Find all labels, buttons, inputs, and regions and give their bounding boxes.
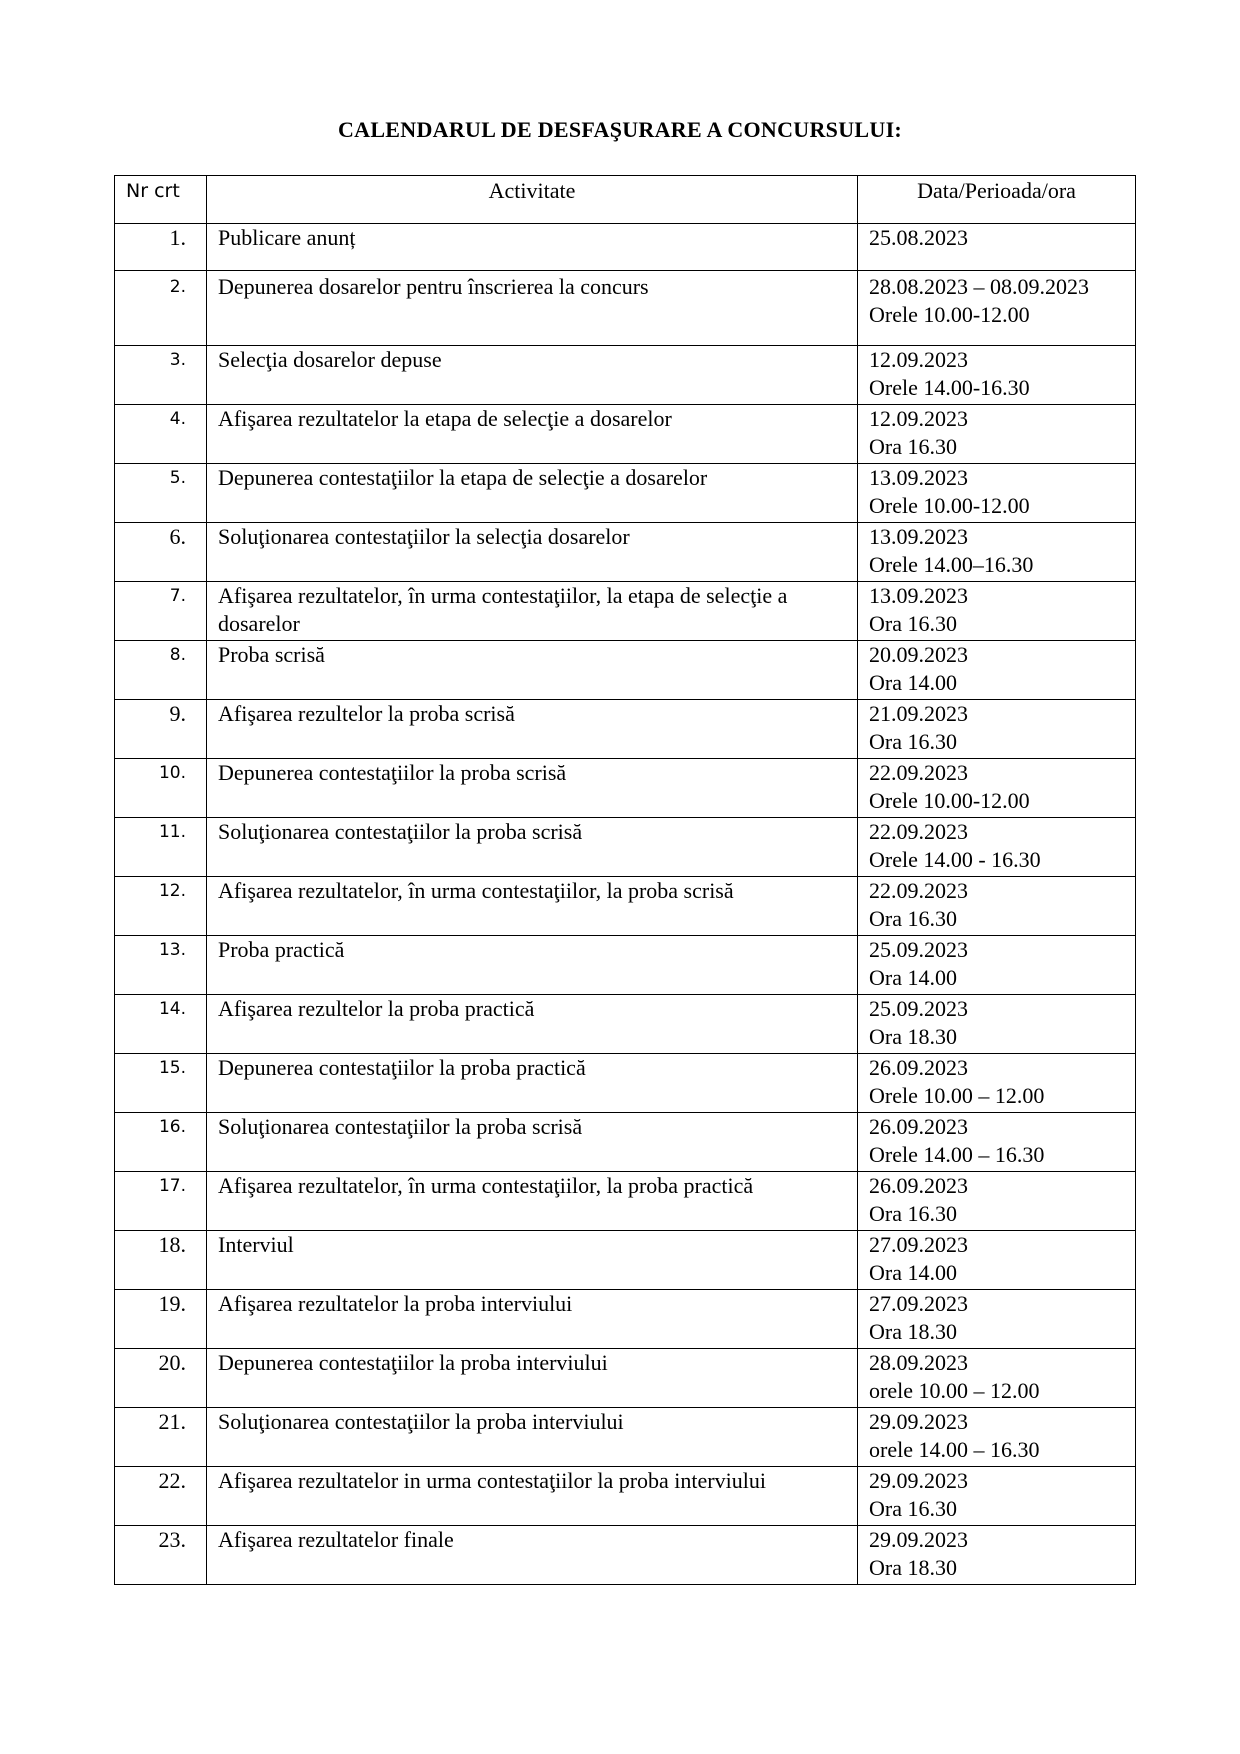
row-date-time: Orele 10.00-12.00 — [869, 788, 1030, 813]
table-row — [115, 1408, 1136, 1467]
row-activity: Interviul — [207, 1231, 858, 1290]
table-row — [115, 1349, 1136, 1408]
row-number: 15. — [115, 1054, 207, 1113]
row-date — [858, 818, 1136, 877]
row-date-day: 25.08.2023 — [869, 225, 968, 250]
table-row — [115, 1231, 1136, 1290]
row-date-time: Ora 18.30 — [869, 1024, 957, 1049]
row-number: 22. — [115, 1467, 207, 1526]
row-activity: Afişarea rezultelor la proba scrisă — [207, 700, 858, 759]
table-row — [115, 1172, 1136, 1231]
row-date-day: 20.09.2023 — [869, 642, 968, 667]
row-activity: Publicare anunț — [207, 224, 858, 271]
row-date-day: 29.09.2023 — [869, 1527, 968, 1552]
row-number: 18. — [115, 1231, 207, 1290]
schedule-table — [114, 175, 1136, 1585]
row-number: 13. — [115, 936, 207, 995]
row-date-day: 13.09.2023 — [869, 583, 968, 608]
row-date-time: Ora 18.30 — [869, 1555, 957, 1580]
row-date — [858, 1231, 1136, 1290]
row-date — [858, 936, 1136, 995]
row-activity: Proba scrisă — [207, 641, 858, 700]
row-date-day: 28.09.2023 — [869, 1350, 968, 1375]
row-number: 19. — [115, 1290, 207, 1349]
row-number: 6. — [115, 523, 207, 582]
row-number: 14. — [115, 995, 207, 1054]
row-date — [858, 641, 1136, 700]
row-date-day: 22.09.2023 — [869, 878, 968, 903]
row-date — [858, 582, 1136, 641]
row-date-time: Ora 16.30 — [869, 1201, 957, 1226]
row-activity: Soluţionarea contestaţiilor la proba scrisă — [207, 818, 858, 877]
row-date-time: Ora 16.30 — [869, 906, 957, 931]
table-row — [115, 700, 1136, 759]
table-row — [115, 1526, 1136, 1585]
row-date — [858, 877, 1136, 936]
table-row — [115, 1113, 1136, 1172]
row-date — [858, 1408, 1136, 1467]
table-row — [115, 224, 1136, 271]
header-activity: Activitate — [207, 176, 858, 224]
row-date-day: 29.09.2023 — [869, 1468, 968, 1493]
row-date-time: Orele 14.00-16.30 — [869, 375, 1030, 400]
row-activity: Afişarea rezultatelor la proba interviului — [207, 1290, 858, 1349]
row-date-day: 25.09.2023 — [869, 937, 968, 962]
row-date-time: orele 14.00 – 16.30 — [869, 1437, 1040, 1462]
table-row — [115, 1467, 1136, 1526]
row-date — [858, 1290, 1136, 1349]
row-date-day: 28.08.2023 – 08.09.2023 — [869, 274, 1089, 299]
row-date — [858, 759, 1136, 818]
row-date-time: Ora 16.30 — [869, 611, 957, 636]
row-date — [858, 1054, 1136, 1113]
table-row — [115, 995, 1136, 1054]
row-date-day: 12.09.2023 — [869, 406, 968, 431]
row-date-day: 26.09.2023 — [869, 1055, 968, 1080]
row-activity: Soluţionarea contestaţiilor la selecţia dosarelor — [207, 523, 858, 582]
row-date — [858, 1172, 1136, 1231]
row-date-day: 13.09.2023 — [869, 465, 968, 490]
row-date — [858, 1349, 1136, 1408]
row-date-time: Ora 16.30 — [869, 729, 957, 754]
row-number: 16. — [115, 1113, 207, 1172]
table-row — [115, 582, 1136, 641]
header-date: Data/Perioada/ora — [858, 176, 1136, 224]
table-header-row — [115, 176, 1136, 224]
row-activity: Depunerea contestaţiilor la proba practică — [207, 1054, 858, 1113]
row-activity: Selecţia dosarelor depuse — [207, 346, 858, 405]
row-number: 10. — [115, 759, 207, 818]
row-activity: Afişarea rezultatelor finale — [207, 1526, 858, 1585]
row-date — [858, 224, 1136, 271]
table-row — [115, 877, 1136, 936]
row-activity: Depunerea contestaţiilor la proba scrisă — [207, 759, 858, 818]
row-number: 17. — [115, 1172, 207, 1231]
table-row — [115, 464, 1136, 523]
row-date — [858, 1526, 1136, 1585]
row-activity: Proba practică — [207, 936, 858, 995]
row-number: 1. — [115, 224, 207, 271]
row-date — [858, 700, 1136, 759]
row-number: 9. — [115, 700, 207, 759]
table-row — [115, 1290, 1136, 1349]
row-date-day: 12.09.2023 — [869, 347, 968, 372]
row-activity: Afişarea rezultatelor la etapa de selecţie a dosarelor — [207, 405, 858, 464]
row-date — [858, 346, 1136, 405]
row-date-time: Orele 10.00-12.00 — [869, 302, 1030, 327]
table-row — [115, 818, 1136, 877]
row-date-day: 26.09.2023 — [869, 1114, 968, 1139]
row-date-time: Orele 10.00 – 12.00 — [869, 1083, 1045, 1108]
row-number: 4. — [115, 405, 207, 464]
table-row — [115, 1054, 1136, 1113]
row-date-day: 27.09.2023 — [869, 1291, 968, 1316]
row-activity: Afişarea rezultatelor, în urma contestaţiilor, la proba scrisă — [207, 877, 858, 936]
row-date — [858, 523, 1136, 582]
row-number: 2. — [115, 271, 207, 346]
row-date — [858, 1467, 1136, 1526]
row-activity: Depunerea contestaţiilor la etapa de selecţie a dosarelor — [207, 464, 858, 523]
row-date-time: Orele 14.00–16.30 — [869, 552, 1034, 577]
row-number: 11. — [115, 818, 207, 877]
table-row — [115, 405, 1136, 464]
row-date-day: 13.09.2023 — [869, 524, 968, 549]
table-row — [115, 641, 1136, 700]
row-number: 7. — [115, 582, 207, 641]
row-date-time: Ora 18.30 — [869, 1319, 957, 1344]
row-number: 12. — [115, 877, 207, 936]
row-date-day: 22.09.2023 — [869, 819, 968, 844]
row-number: 3. — [115, 346, 207, 405]
row-activity: Soluţionarea contestaţiilor la proba interviului — [207, 1408, 858, 1467]
row-activity: Afişarea rezultelor la proba practică — [207, 995, 858, 1054]
row-activity: Depunerea contestaţiilor la proba interviului — [207, 1349, 858, 1408]
row-date — [858, 405, 1136, 464]
table-row — [115, 936, 1136, 995]
row-activity: Depunerea dosarelor pentru înscrierea la concurs — [207, 271, 858, 346]
row-date-time: Ora 16.30 — [869, 434, 957, 459]
table-row — [115, 271, 1136, 346]
table-row — [115, 346, 1136, 405]
row-activity: Afişarea rezultatelor, în urma contestaţiilor, la etapa de selecţie a dosarelor — [207, 582, 858, 641]
page-title: CALENDARUL DE DESFAŞURARE A CONCURSULUI: — [337, 117, 903, 142]
row-number: 8. — [115, 641, 207, 700]
row-date-day: 21.09.2023 — [869, 701, 968, 726]
row-date-time: Orele 10.00-12.00 — [869, 493, 1030, 518]
row-number: 21. — [115, 1408, 207, 1467]
row-date — [858, 464, 1136, 523]
row-date-time: Ora 14.00 — [869, 965, 957, 990]
row-activity: Afişarea rezultatelor in urma contestaţiilor la proba interviului — [207, 1467, 858, 1526]
row-date-time: Ora 14.00 — [869, 670, 957, 695]
row-activity: Afişarea rezultatelor, în urma contestaţiilor, la proba practică — [207, 1172, 858, 1231]
row-date-time: orele 10.00 – 12.00 — [869, 1378, 1040, 1403]
row-date — [858, 271, 1136, 346]
row-date-day: 29.09.2023 — [869, 1409, 968, 1434]
row-date-day: 27.09.2023 — [869, 1232, 968, 1257]
row-date-time: Orele 14.00 – 16.30 — [869, 1142, 1045, 1167]
row-number: 20. — [115, 1349, 207, 1408]
row-number: 5. — [115, 464, 207, 523]
header-nr: Nr crt — [115, 176, 207, 224]
row-date-day: 26.09.2023 — [869, 1173, 968, 1198]
row-date-time: Ora 14.00 — [869, 1260, 957, 1285]
row-date — [858, 1113, 1136, 1172]
row-date-time: Ora 16.30 — [869, 1496, 957, 1521]
row-date-day: 25.09.2023 — [869, 996, 968, 1021]
row-number: 23. — [115, 1526, 207, 1585]
row-date-day: 22.09.2023 — [869, 760, 968, 785]
table-row — [115, 759, 1136, 818]
row-activity: Soluţionarea contestaţiilor la proba scrisă — [207, 1113, 858, 1172]
row-date-time: Orele 14.00 - 16.30 — [869, 847, 1041, 872]
table-row — [115, 523, 1136, 582]
row-date — [858, 995, 1136, 1054]
